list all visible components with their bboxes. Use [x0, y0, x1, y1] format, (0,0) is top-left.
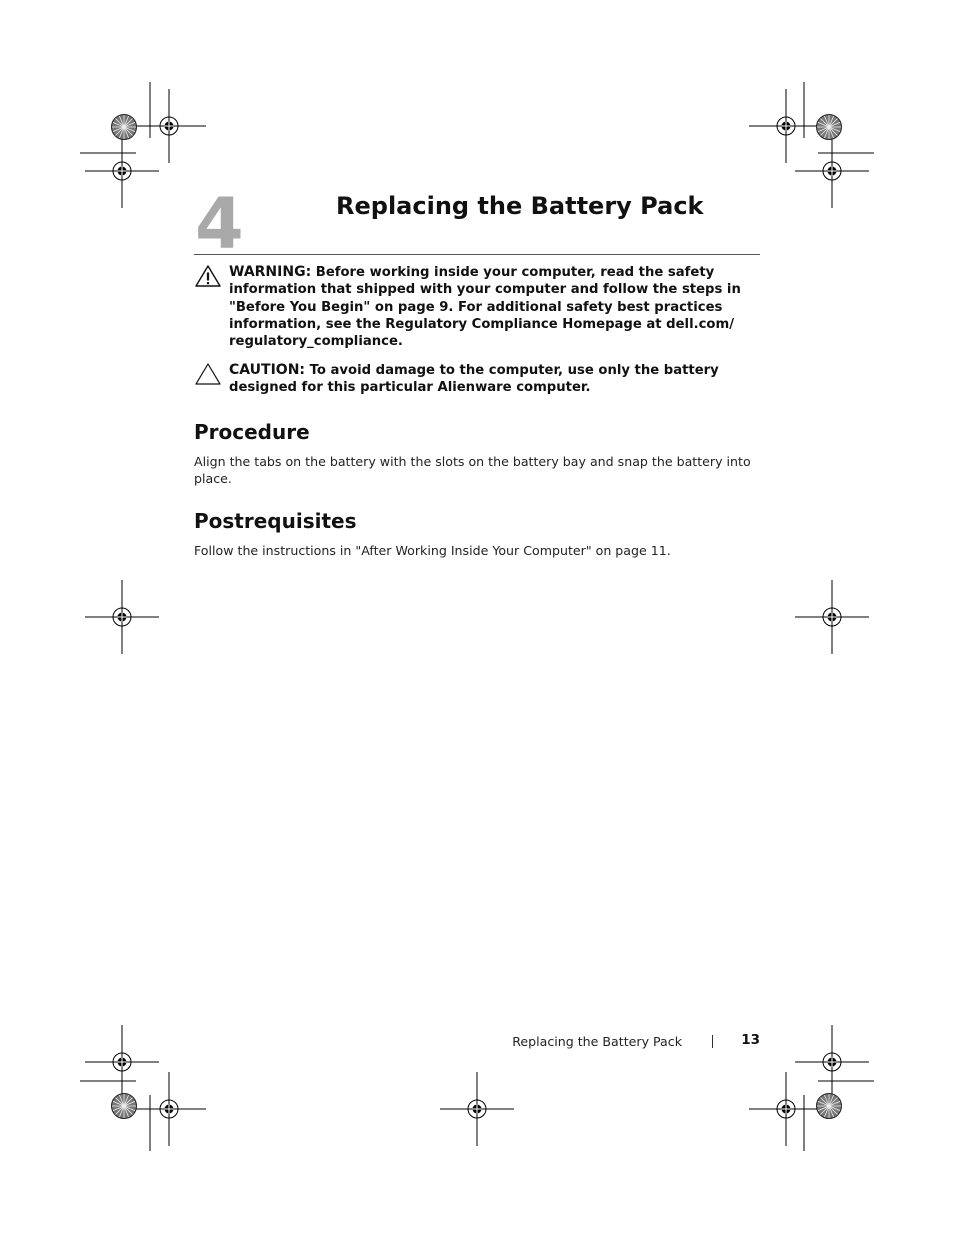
chapter-number: 4	[195, 183, 244, 265]
warning-label: WARNING:	[229, 264, 312, 280]
page-number: 13	[741, 1032, 760, 1048]
postrequisites-body: Follow the instructions in "After Working Inside Your Computer" on page 11.	[194, 543, 671, 558]
warning-triangle-icon	[194, 264, 222, 288]
procedure-heading: Procedure	[194, 420, 310, 444]
footer-separator	[712, 1035, 713, 1048]
postrequisites-heading: Postrequisites	[194, 509, 357, 533]
chapter-title: Replacing the Battery Pack	[336, 192, 704, 220]
title-divider	[194, 254, 760, 255]
caution-label: CAUTION:	[229, 362, 306, 378]
caution-notice	[194, 362, 760, 397]
warning-message: Before working inside your computer, read the safety information that shipped with your computer and follow the steps in "Before You Begin" on page 9. For additional safety best practices information, see the Regulatory Compliance Homepage at dell.com/ regulatory_compliance.	[229, 265, 741, 350]
footer-chapter-title: Replacing the Battery Pack	[512, 1034, 682, 1049]
warning-notice	[194, 264, 760, 350]
procedure-body: Align the tabs on the battery with the slots on the battery bay and snap the battery into place.	[194, 454, 751, 486]
caution-text-block	[229, 362, 760, 397]
warning-text-block	[229, 264, 760, 350]
caution-triangle-icon	[194, 362, 222, 386]
caution-message: To avoid damage to the computer, use only the battery designed for this particular Alienware computer.	[229, 363, 719, 396]
